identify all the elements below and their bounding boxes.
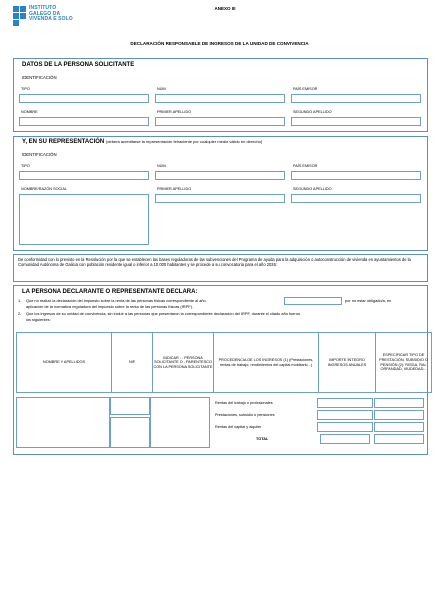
logo bbox=[13, 6, 73, 28]
header-nombre: NOMBRE Y APELLIDOS bbox=[17, 333, 112, 393]
especificar-4[interactable] bbox=[374, 434, 424, 444]
pais-field[interactable] bbox=[291, 94, 421, 103]
item2-text-b: los siguientes: bbox=[26, 317, 51, 322]
rep-tipo-field[interactable] bbox=[19, 171, 149, 180]
logo-line-3: VIVENDA E SOLO bbox=[29, 16, 73, 23]
item1-text-b: por no estar obligado/a, en bbox=[345, 298, 392, 303]
rep-nombre-field[interactable] bbox=[19, 194, 149, 245]
especificar-1[interactable] bbox=[374, 398, 424, 408]
logo-mark-icon bbox=[13, 6, 27, 26]
num-label: NÚM. bbox=[157, 87, 167, 91]
header-nif: NIF bbox=[112, 333, 153, 393]
item1-text-a: Que no realizó la declaración del impuesto sobre la renta de las personas físicas correspondiente al año bbox=[26, 298, 206, 303]
nombre-label: NOMBRE bbox=[21, 110, 38, 114]
income-table-header bbox=[16, 332, 432, 393]
representacion-note: (deberá acreditarse la representación fehaciente por cualquier medio válido en derecho) bbox=[105, 139, 263, 144]
item2-text-a: Que los ingresos de su unidad de convivencia, sin incluir a las personas que presentaron la correspondiente declaración del IRPF, durante el citado año fueron bbox=[26, 311, 301, 316]
rep-num-field[interactable] bbox=[155, 171, 285, 180]
rep-ape2-label: SEGUNDO APELLIDO bbox=[293, 187, 332, 191]
row-label-capital: Rentas del capital y alquiler bbox=[215, 425, 262, 429]
header-procedencia: PROCEDENCIA DE LOS INGRESOS (1) (Prestaciones, rentas de trabajo, rendimientos del capital mobiliario...) bbox=[214, 333, 319, 393]
solicitante-section bbox=[13, 58, 428, 132]
importe-capital[interactable] bbox=[317, 422, 373, 432]
rep-num-label: NÚM. bbox=[157, 164, 167, 168]
num-field[interactable] bbox=[155, 94, 285, 103]
nombre-field[interactable] bbox=[19, 117, 149, 126]
nif-cell-2[interactable] bbox=[110, 417, 150, 448]
annex-label: ANEXO III bbox=[214, 6, 236, 11]
year-field[interactable] bbox=[284, 297, 342, 305]
rep-nombre-label: NOMBRE/RAZÓN SOCIAL bbox=[21, 187, 67, 191]
header-especificar: ESPECIFICAR TIPO DE PRESTACIÓN, SUBSIDIO O PENSIÓN (2): RISGA, RAI, ORFANDAD, VIUDEDAD... bbox=[376, 333, 432, 393]
rep-ape1-label: PRIMER APELLIDO bbox=[157, 187, 192, 191]
row-label-total: TOTAL bbox=[256, 437, 269, 441]
ape1-field[interactable] bbox=[155, 117, 285, 126]
item1-number: 1. bbox=[18, 298, 22, 303]
parentesco-cell[interactable] bbox=[150, 397, 210, 448]
rep-tipo-label: TIPO bbox=[21, 164, 30, 168]
row-label-trabajo: Rentas del trabajo o profesionales bbox=[215, 401, 273, 405]
ape1-label: PRIMER APELLIDO bbox=[157, 110, 192, 114]
header-parentesco: INDICAR : - PERSONA SOLICITANTE O - PARENTESCO CON LA PERSONA SOLICITANTE bbox=[153, 333, 214, 393]
conformidad-text: De conformidad con lo previsto en la Resolución por la que se establecen las bases reguladoras de las subvenciones del Programa de ayuda para la adquisición o autoconstrucción de vivienda en ayuntamientos de la Comunidad Autónoma de Galicia con población residente igual o inferior a 10.000 habitantes y se procede a su convocatoria para el año 2026: bbox=[18, 257, 411, 268]
importe-prestaciones[interactable] bbox=[317, 410, 373, 420]
item1-text-c: aplicación de la normativa reguladora del impuesto sobre la renta de las personas físicas (IRPF). bbox=[26, 304, 193, 309]
header-importe: IMPORTE ÍNTEGRO INGRESOS ANUALES bbox=[319, 333, 376, 393]
ape2-label: SEGUNDO APELLIDO bbox=[293, 110, 332, 114]
solicitante-title: DATOS DE LA PERSONA SOLICITANTE bbox=[22, 62, 135, 68]
especificar-2[interactable] bbox=[374, 410, 424, 420]
especificar-3[interactable] bbox=[374, 422, 424, 432]
ape2-field[interactable] bbox=[291, 117, 421, 126]
logo-line-1: INSTITUTO bbox=[29, 5, 57, 11]
tipo-label: TIPO bbox=[21, 87, 30, 91]
conformidad-section bbox=[13, 254, 428, 282]
tipo-field[interactable] bbox=[19, 94, 149, 103]
importe-total[interactable] bbox=[320, 434, 370, 444]
declaracion-section bbox=[13, 285, 428, 455]
declaracion-title: LA PERSONA DECLARANTE O REPRESENTANTE DECLARA: bbox=[22, 289, 198, 295]
row-label-prestaciones: Prestaciones, subsidio o pensiones bbox=[215, 413, 275, 417]
pais-label: PAÍS EMISOR bbox=[293, 87, 318, 91]
solicitante-id-heading: IDENTIFICACIÓN bbox=[22, 75, 57, 80]
rep-pais-label: PAÍS EMISOR bbox=[293, 164, 318, 168]
nif-cell-1[interactable] bbox=[110, 397, 150, 415]
item2-number: 2. bbox=[18, 311, 22, 316]
representacion-section bbox=[13, 136, 428, 251]
representacion-id-heading: IDENTIFICACIÓN bbox=[22, 152, 57, 157]
rep-pais-field[interactable] bbox=[291, 171, 421, 180]
logo-line-2: GALEGO DA bbox=[29, 10, 61, 17]
rep-ape2-field[interactable] bbox=[291, 194, 421, 203]
document-title: DECLARACIÓN RESPONSABLE DE INGRESOS DE LA UNIDAD DE CONVIVENCIA bbox=[130, 41, 309, 46]
importe-trabajo[interactable] bbox=[317, 398, 373, 408]
nombre-cell[interactable] bbox=[16, 397, 110, 448]
representacion-title: Y, EN SU REPRESENTACIÓN bbox=[22, 139, 105, 145]
rep-ape1-field[interactable] bbox=[155, 194, 285, 203]
